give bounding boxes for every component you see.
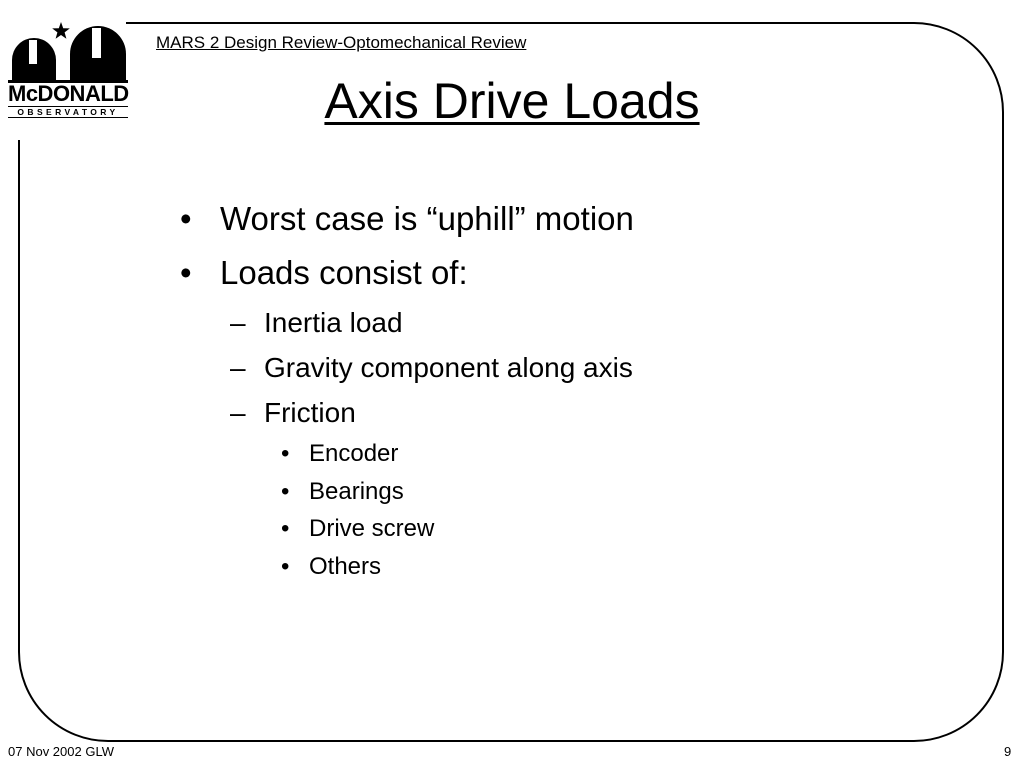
sub-sub-list-item-text: Bearings [309, 477, 404, 505]
bullet-mark: • [281, 440, 290, 467]
sub-sub-list-item [180, 473, 634, 511]
page-number: 9 [1004, 744, 1012, 759]
bullet-mark: • [281, 515, 290, 542]
bullet-mark: • [281, 552, 290, 580]
header-title: MARS 2 Design Review-Optomechanical Review [156, 33, 527, 52]
list-item-text: Worst case is “uphill” motion [220, 200, 634, 237]
sub-list-item-text: Friction [264, 397, 356, 428]
slide-title [0, 70, 1024, 132]
bullet-list [180, 192, 634, 585]
sub-sub-list-item-text: Others [309, 552, 382, 580]
sub-list-item-text: Gravity component along axis [264, 352, 633, 383]
sub-list-item [180, 345, 634, 390]
dash-mark: – [230, 397, 246, 428]
list-item [180, 246, 634, 300]
sub-list-item [180, 390, 634, 435]
list-item [180, 192, 634, 246]
sub-sub-list-item [180, 435, 634, 473]
dash-mark: – [230, 307, 246, 338]
list-item-text: Loads consist of: [220, 254, 468, 291]
sub-sub-list-item-text: Drive screw [309, 515, 435, 542]
dash-mark: – [230, 352, 246, 383]
sub-sub-list-item [180, 548, 634, 586]
sub-list-item-text: Inertia load [264, 307, 403, 338]
slide-title-text: Axis Drive Loads [324, 73, 700, 129]
sub-sub-list-item [180, 510, 634, 548]
footer-date-author: 07 Nov 2002 GLW [8, 744, 114, 759]
logo-subtitle: OBSERVATORY [8, 106, 128, 118]
logo-name: McDONALD [8, 81, 129, 106]
bullet-mark: • [180, 200, 192, 237]
sub-sub-list-item-text: Encoder [309, 440, 399, 467]
bullet-mark: • [180, 254, 192, 291]
sub-list-item [180, 300, 634, 345]
bullet-mark: • [281, 477, 290, 505]
